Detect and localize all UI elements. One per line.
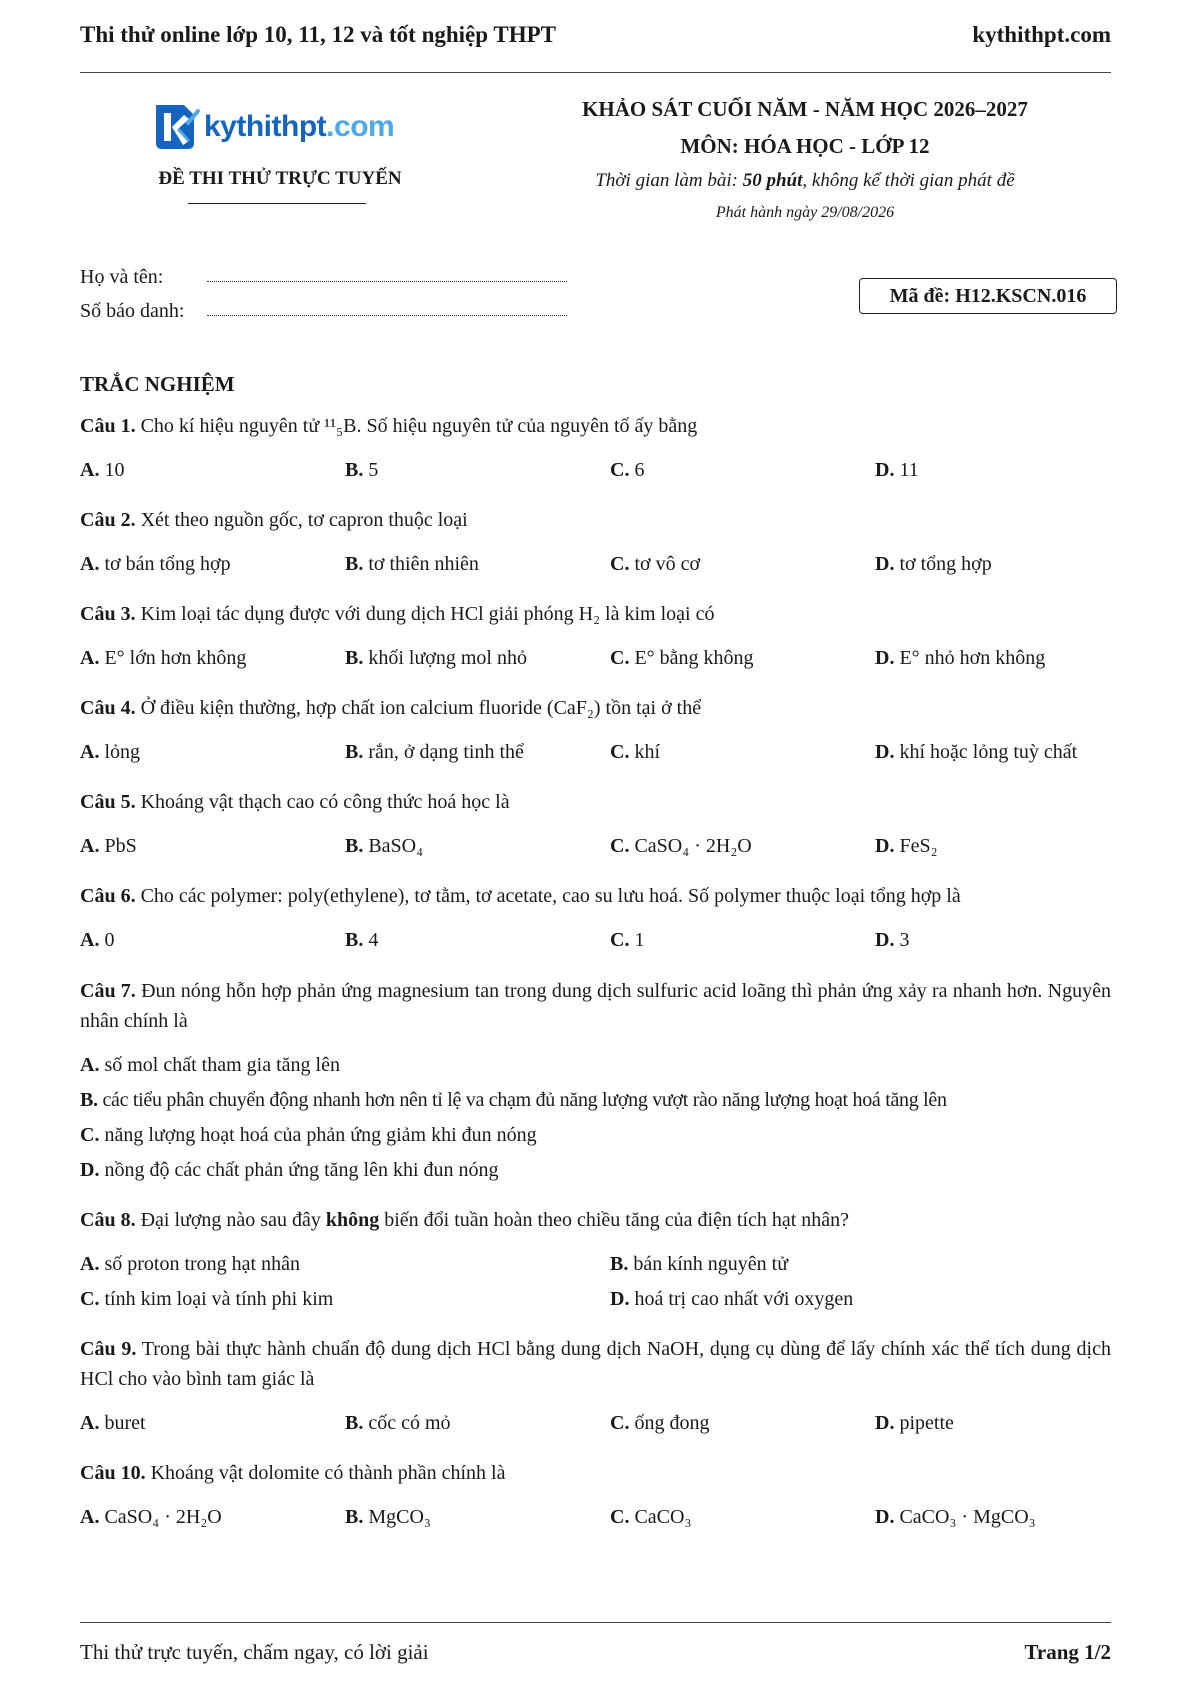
- question-text: Ở điều kiện thường, hợp chất ion calcium fluoride (CaF₂) tồn tại ở thể: [140, 697, 702, 719]
- option-1a[interactable]: A. 10: [80, 459, 125, 481]
- exam-duration: Thời gian làm bài: 50 phút, không kể thời gian phát đề: [595, 170, 1015, 191]
- logo-word-1: kythi: [204, 110, 272, 143]
- footer-tagline: Thi thử trực tuyến, chấm ngay, có lời giải: [80, 1640, 429, 1664]
- page-number: Trang 1/2: [1024, 1640, 1111, 1664]
- header-site-link[interactable]: kythithpt.com: [972, 22, 1111, 47]
- option-6c[interactable]: C. 1: [610, 929, 645, 951]
- option-4d[interactable]: D. khí hoặc lỏng tuỳ chất: [875, 741, 1078, 763]
- name-dotline[interactable]: [207, 281, 567, 282]
- option-10b[interactable]: B. MgCO₃: [345, 1506, 431, 1528]
- option-1b[interactable]: B. 5: [345, 459, 379, 481]
- option-5b[interactable]: B. BaSO₄: [345, 835, 424, 857]
- option-6d[interactable]: D. 3: [875, 929, 910, 951]
- exam-type-underline: [188, 203, 366, 204]
- exam-code-box: Mã đề: H12.KSCN.016: [859, 278, 1117, 314]
- option-6b[interactable]: B. 4: [345, 929, 379, 951]
- option-10a[interactable]: A. CaSO₄ · 2H₂O: [80, 1506, 222, 1528]
- question-text: Kim loại tác dụng được với dung dịch HCl giải phóng H₂ là kim loại có: [140, 603, 715, 625]
- option-3a[interactable]: A. E° lớn hơn không: [80, 647, 247, 669]
- question-9: Câu 9. Trong bài thực hành chuẩn độ dung dịch HCl bằng dung dịch NaOH, dụng cụ dùng để lấy chính xác thể tích dung dịch HCl cho vào bình tam giác là: [80, 1338, 1111, 1390]
- exam-type-label: ĐỀ THI THỬ TRỰC TUYẾN: [158, 168, 402, 189]
- question-7: Câu 7. Đun nóng hỗn hợp phản ứng magnesium tan trong dung dịch sulfuric acid loãng thì phản ứng xảy ra nhanh hơn. Nguyên nhân chính là: [80, 980, 1111, 1032]
- option-7c[interactable]: C. năng lượng hoạt hoá của phản ứng giảm khi đun nóng: [80, 1124, 537, 1146]
- option-9a[interactable]: A. buret: [80, 1412, 146, 1434]
- question-text: Khoáng vật thạch cao có công thức hoá học là: [140, 791, 510, 813]
- header-divider: [80, 72, 1111, 73]
- option-6a[interactable]: A. 0: [80, 929, 115, 951]
- logo-word-2: thpt: [271, 110, 327, 143]
- section-title: TRẮC NGHIỆM: [80, 372, 235, 396]
- option-7a[interactable]: A. số mol chất tham gia tăng lên: [80, 1054, 340, 1076]
- option-3b[interactable]: B. khối lượng mol nhỏ: [345, 647, 527, 669]
- question-3: Câu 3. Kim loại tác dụng được với dung dịch HCl giải phóng H₂ là kim loại có: [80, 603, 715, 625]
- logo-icon: [150, 101, 200, 153]
- student-id-label: Số báo danh:: [80, 300, 185, 322]
- option-9d[interactable]: D. pipette: [875, 1412, 954, 1434]
- option-2d[interactable]: D. tơ tổng hợp: [875, 553, 992, 575]
- question-10: Câu 10. Khoáng vật dolomite có thành phần chính là: [80, 1462, 506, 1484]
- name-label: Họ và tên:: [80, 266, 164, 288]
- student-id-dotline[interactable]: [207, 315, 567, 316]
- option-8c[interactable]: C. tính kim loại và tính phi kim: [80, 1288, 334, 1310]
- release-date: Phát hành ngày 29/08/2026: [715, 204, 895, 221]
- footer-divider: [80, 1622, 1111, 1623]
- option-1d[interactable]: D. 11: [875, 459, 919, 481]
- option-9c[interactable]: C. ống đong: [610, 1412, 710, 1434]
- question-text: Đun nóng hỗn hợp phản ứng magnesium tan trong dung dịch sulfuric acid loãng thì phản ứng xảy ra nhanh hơn. Nguyên nhân chính là: [80, 980, 1111, 1032]
- option-2c[interactable]: C. tơ vô cơ: [610, 553, 701, 575]
- option-9b[interactable]: B. cốc có mỏ: [345, 1412, 451, 1434]
- question-8: Câu 8. Đại lượng nào sau đây không biến đổi tuần hoàn theo chiều tăng của điện tích hạt nhân?: [80, 1209, 850, 1231]
- option-7d[interactable]: D. nồng độ các chất phản ứng tăng lên khi đun nóng: [80, 1159, 499, 1181]
- question-text: Cho kí hiệu nguyên tử ¹¹₅B. Số hiệu nguyên tử của nguyên tố ấy bằng: [140, 415, 698, 437]
- question-2: Câu 2. Xét theo nguồn gốc, tơ capron thuộc loại: [80, 509, 468, 531]
- logo-word-3: .com: [326, 110, 395, 143]
- emphasis-not: không: [325, 1209, 380, 1231]
- option-4b[interactable]: B. rắn, ở dạng tinh thể: [345, 741, 524, 763]
- option-8a[interactable]: A. số proton trong hạt nhân: [80, 1253, 300, 1275]
- option-8b[interactable]: B. bán kính nguyên tử: [610, 1253, 789, 1275]
- option-10d[interactable]: D. CaCO₃ · MgCO₃: [875, 1506, 1036, 1528]
- question-text: Cho các polymer: poly(ethylene), tơ tằm, tơ acetate, cao su lưu hoá. Số polymer thuộc loại tổng hợp là: [140, 885, 961, 907]
- exam-title: KHẢO SÁT CUỐI NĂM - NĂM HỌC 2026–2027: [582, 97, 1028, 121]
- site-logo: [150, 100, 410, 154]
- option-3d[interactable]: D. E° nhỏ hơn không: [875, 647, 1046, 669]
- question-text: Khoáng vật dolomite có thành phần chính là: [150, 1462, 506, 1484]
- student-id-field[interactable]: [80, 300, 184, 323]
- header-site-title: Thi thử online lớp 10, 11, 12 và tốt nghiệp THPT: [80, 22, 556, 47]
- option-8d[interactable]: D. hoá trị cao nhất với oxygen: [610, 1288, 854, 1310]
- option-5c[interactable]: C. CaSO₄ · 2H₂O: [610, 835, 752, 857]
- option-1c[interactable]: C. 6: [610, 459, 645, 481]
- option-4a[interactable]: A. lỏng: [80, 741, 141, 763]
- option-2a[interactable]: A. tơ bán tổng hợp: [80, 553, 231, 575]
- option-2b[interactable]: B. tơ thiên nhiên: [345, 553, 479, 575]
- exam-subject: MÔN: HÓA HỌC - LỚP 12: [680, 134, 930, 158]
- option-4c[interactable]: C. khí: [610, 741, 661, 763]
- question-5: Câu 5. Khoáng vật thạch cao có công thức hoá học là: [80, 791, 510, 813]
- option-10c[interactable]: C. CaCO₃: [610, 1506, 692, 1528]
- question-text: Trong bài thực hành chuẩn độ dung dịch HCl bằng dung dịch NaOH, dụng cụ dùng để lấy chính xác thể tích dung dịch HCl cho vào bình tam giác là: [80, 1338, 1111, 1390]
- question-1: Câu 1. Cho kí hiệu nguyên tử ¹¹₅B. Số hiệu nguyên tử của nguyên tố ấy bằng: [80, 415, 698, 437]
- question-6: Câu 6. Cho các polymer: poly(ethylene), tơ tằm, tơ acetate, cao su lưu hoá. Số polymer thuộc loại tổng hợp là: [80, 885, 961, 907]
- question-text: Xét theo nguồn gốc, tơ capron thuộc loại: [140, 509, 468, 531]
- name-field[interactable]: [80, 266, 163, 289]
- option-7b[interactable]: B. các tiểu phân chuyển động nhanh hơn nên tỉ lệ va chạm đủ năng lượng vượt rào năng lượng hoạt hoá tăng lên: [80, 1089, 947, 1111]
- option-5d[interactable]: D. FeS₂: [875, 835, 938, 857]
- question-4: Câu 4. Ở điều kiện thường, hợp chất ion calcium fluoride (CaF₂) tồn tại ở thể: [80, 697, 702, 719]
- option-3c[interactable]: C. E° bằng không: [610, 647, 754, 669]
- option-5a[interactable]: A. PbS: [80, 835, 137, 857]
